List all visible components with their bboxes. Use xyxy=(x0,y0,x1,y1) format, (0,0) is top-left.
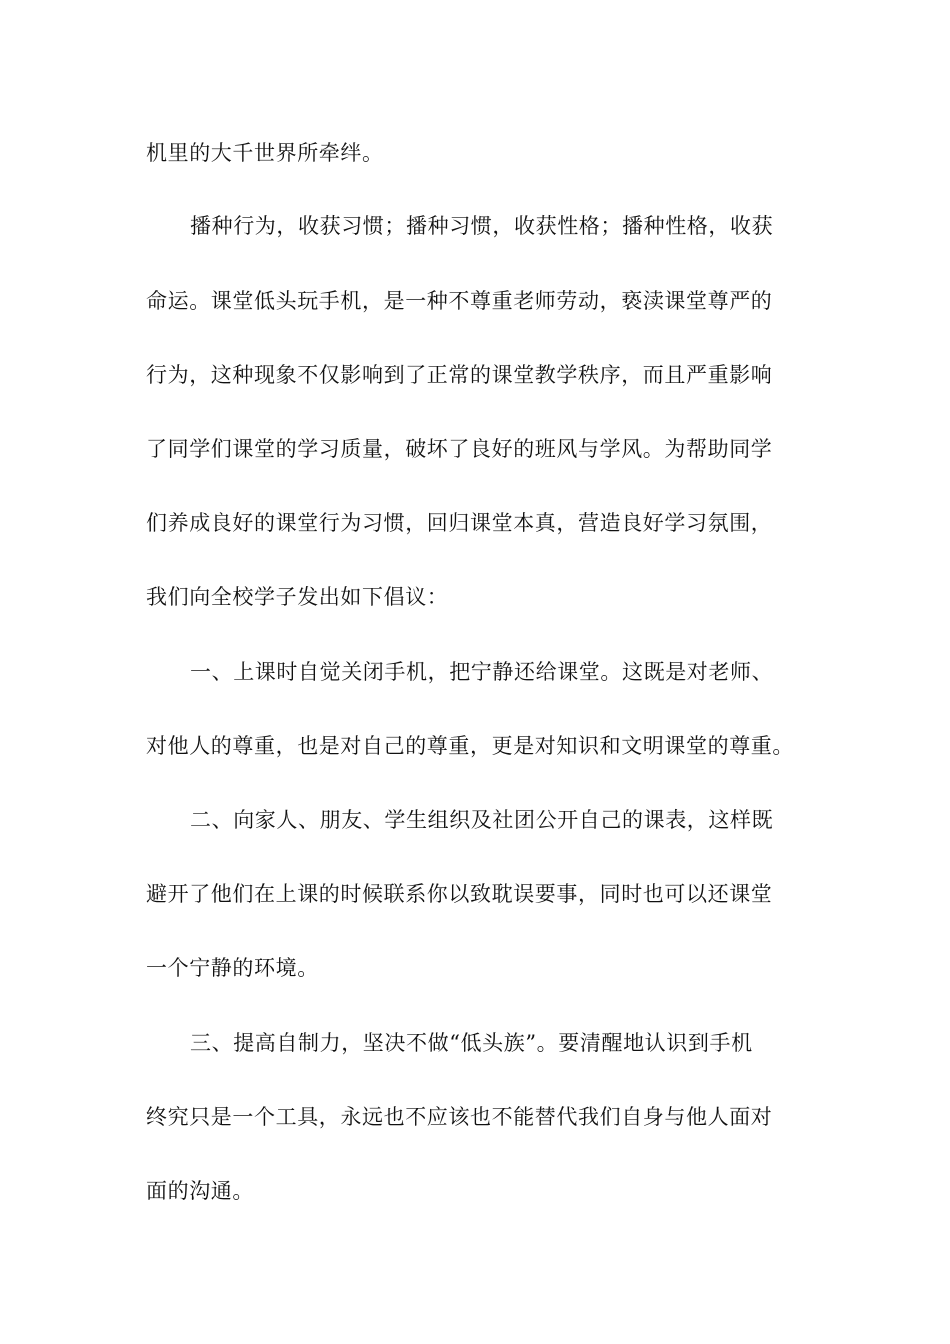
text-line-9: 对他人的尊重，也是对自己的尊重，更是对知识和文明课堂的尊重。 xyxy=(146,734,794,758)
text-line-7: 我们向全校学子发出如下倡议： xyxy=(146,585,449,609)
text-line-2: 播种行为，收获习惯；播种习惯，收获性格；播种性格，收获 xyxy=(190,214,774,238)
text-line-13: 三、提高自制力，坚决不做“低头族”。要清醒地认识到手机 xyxy=(190,1031,753,1055)
text-line-10: 二、向家人、朋友、学生组织及社团公开自己的课表，这样既 xyxy=(190,808,774,832)
text-line-12: 一个宁静的环境。 xyxy=(146,956,319,980)
text-line-5: 了同学们课堂的学习质量，破坏了良好的班风与学风。为帮助同学 xyxy=(146,437,773,461)
text-line-15: 面的沟通。 xyxy=(146,1179,254,1203)
text-line-14: 终究只是一个工具，永远也不应该也不能替代我们自身与他人面对 xyxy=(146,1105,773,1129)
text-line-11: 避开了他们在上课的时候联系你以致耽误要事，同时也可以还课堂 xyxy=(146,882,773,906)
text-line-4: 行为，这种现象不仅影响到了正常的课堂教学秩序，而且严重影响 xyxy=(146,363,773,387)
text-line-6: 们养成良好的课堂行为习惯，回归课堂本真，营造良好学习氛围， xyxy=(146,511,773,535)
text-line-3: 命运。课堂低头玩手机，是一种不尊重老师劳动，亵渎课堂尊严的 xyxy=(146,289,773,313)
text-line-1: 机里的大千世界所牵绊。 xyxy=(146,141,384,165)
text-line-8: 一、上课时自觉关闭手机，把宁静还给课堂。这既是对老师、 xyxy=(190,660,774,684)
